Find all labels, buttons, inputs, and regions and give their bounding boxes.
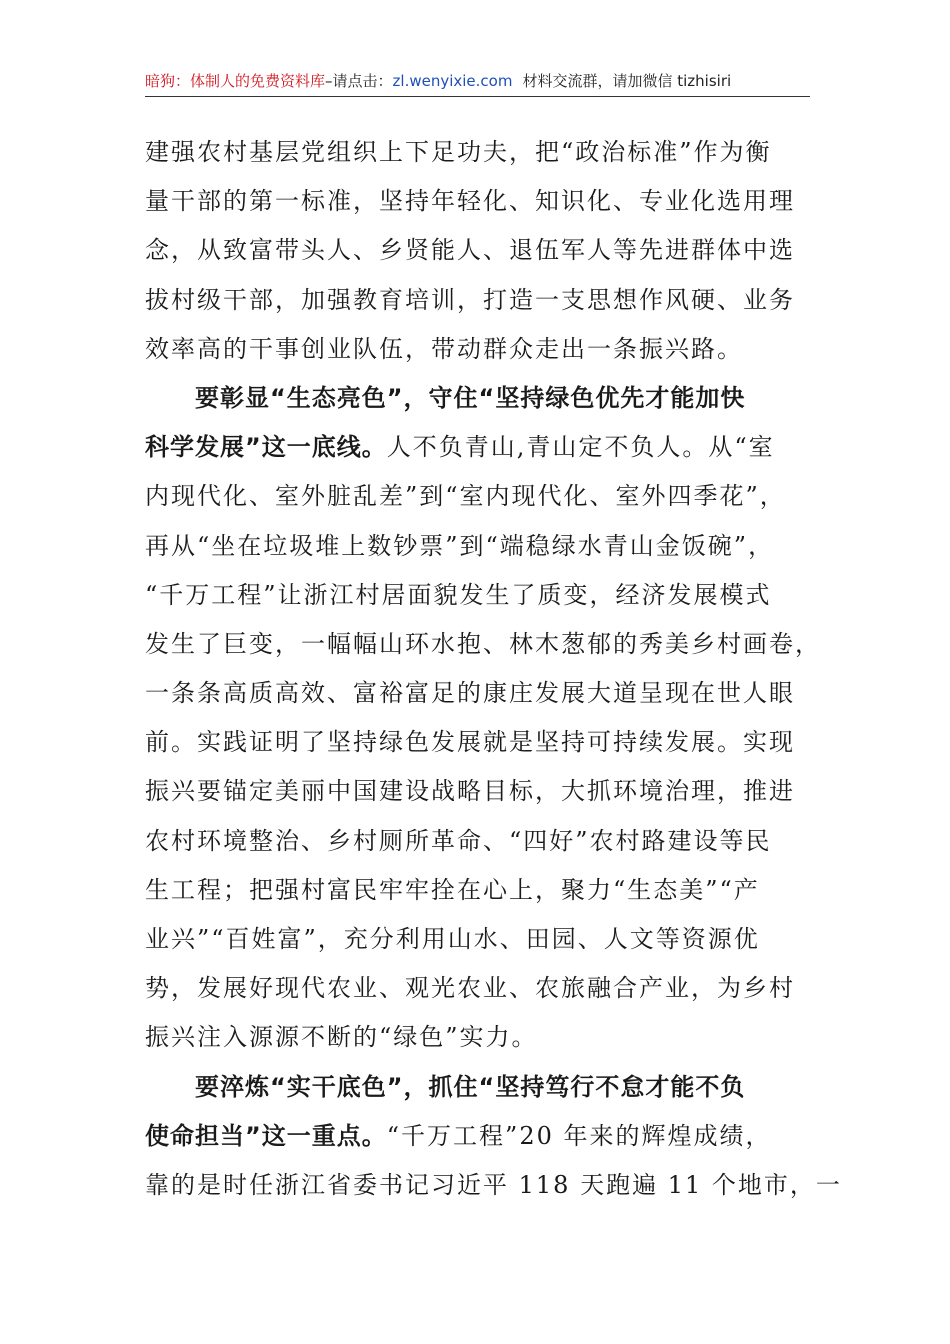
header-url-link[interactable]: zl.wenyixie.com — [392, 72, 513, 90]
paragraph-3 — [145, 1063, 842, 1211]
text-line: 再从“坐在垃圾堆上数钞票”到“端稳绿水青山金饭碗”， — [145, 531, 775, 560]
text-line: 振兴要锚定美丽中国建设战略目标，大抓环境治理，推进 — [145, 777, 795, 806]
header-wechat-note: 材料交流群，请加微信 tizhisiri — [522, 72, 732, 90]
text-line: 业兴”“百姓富”，充分利用山水、田园、人文等资源优 — [145, 925, 760, 953]
document-body — [145, 128, 842, 1210]
text-line: 内现代化、室外脏乱差”到“室内现代化、室外四季花”， — [145, 482, 786, 511]
text-line: 农村环境整治、乡村厕所革命、“四好”农村路建设等民 — [145, 826, 772, 855]
text-line: 建强农村基层党组织上下足功夫，把“政治标准”作为衡 — [145, 138, 772, 166]
text-line: 念，从致富带头人、乡贤能人、退伍军人等先进群体中选 — [145, 236, 795, 265]
text-line: 发生了巨变，一幅幅山环水抱、林木葱郁的秀美乡村画卷， — [145, 629, 821, 658]
text-line: 效率高的干事创业队伍，带动群众走出一条振兴路。 — [145, 334, 743, 363]
text-line: 前。实践证明了坚持绿色发展就是坚持可持续发展。实现 — [145, 728, 795, 757]
text-line: “千万工程”20 年来的辉煌成绩， — [386, 1121, 772, 1150]
text-line: 一条条高质高效、富裕富足的康庄发展大道呈现在世人眼 — [145, 679, 795, 708]
text-line: 量干部的第一标准，坚持年轻化、知识化、专业化选用理 — [145, 187, 795, 216]
paragraph-2 — [145, 374, 821, 1063]
section-heading: 要淬炼“实干底色”，抓住“坚持笃行不怠才能不负 — [195, 1072, 746, 1101]
section-heading-end: 使命担当”这一重点。 — [145, 1121, 387, 1150]
text-line: 拔村级干部，加强教育培训，打造一支思想作风硬、业务 — [145, 285, 795, 314]
header-click-prompt: –请点击： — [325, 72, 393, 90]
text-line: 生工程；把强村富民牢牢拴在心上，聚力“生态美”“产 — [145, 875, 760, 904]
section-heading: 要彰显“生态亮色”，守住“坚持绿色优先才能加快 — [195, 383, 746, 412]
page-header — [145, 68, 810, 97]
header-site-name: 暗狗：体制人的免费资料库 — [145, 72, 326, 90]
paragraph-1 — [145, 128, 795, 374]
text-line: 振兴注入源源不断的“绿色”实力。 — [145, 1023, 538, 1052]
text-line: 人不负青山,青山定不负人。从“室 — [386, 433, 775, 462]
text-line: 靠的是时任浙江省委书记习近平 118 天跑遍 11 个地市，一 — [145, 1170, 842, 1199]
text-line: 势，发展好现代农业、观光农业、农旅融合产业，为乡村 — [145, 974, 795, 1003]
section-heading-end: 科学发展”这一底线。 — [145, 433, 387, 462]
text-line: “千万工程”让浙江村居面貌发生了质变，经济发展模式 — [145, 580, 772, 609]
